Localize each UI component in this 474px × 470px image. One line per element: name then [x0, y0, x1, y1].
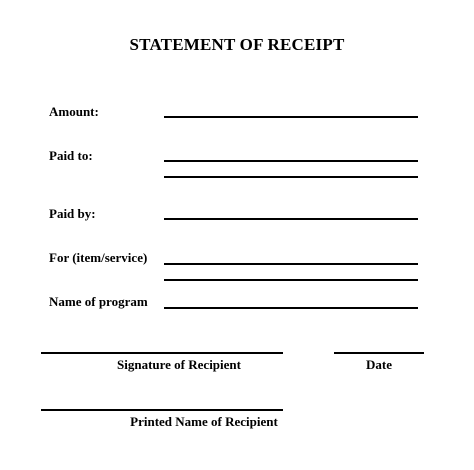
paid-by-line [164, 218, 418, 220]
name-of-program-line [164, 307, 418, 309]
amount-line [164, 116, 418, 118]
paid-to-label: Paid to: [49, 148, 93, 163]
printed-name-line [41, 409, 283, 411]
for-item-service-label: For (item/service) [49, 250, 148, 265]
name-of-program-label: Name of program [49, 294, 148, 309]
amount-label: Amount: [49, 104, 99, 119]
date-caption: Date [366, 357, 392, 372]
paid-to-line-1 [164, 160, 418, 162]
signature-of-recipient-caption: Signature of Recipient [117, 357, 241, 372]
date-line [334, 352, 424, 354]
form-title: STATEMENT OF RECEIPT [129, 35, 345, 54]
printed-name-of-recipient-caption: Printed Name of Recipient [130, 414, 278, 429]
for-item-service-line-1 [164, 263, 418, 265]
paid-by-label: Paid by: [49, 206, 96, 221]
signature-line [41, 352, 283, 354]
for-item-service-line-2 [164, 279, 418, 281]
paid-to-line-2 [164, 176, 418, 178]
